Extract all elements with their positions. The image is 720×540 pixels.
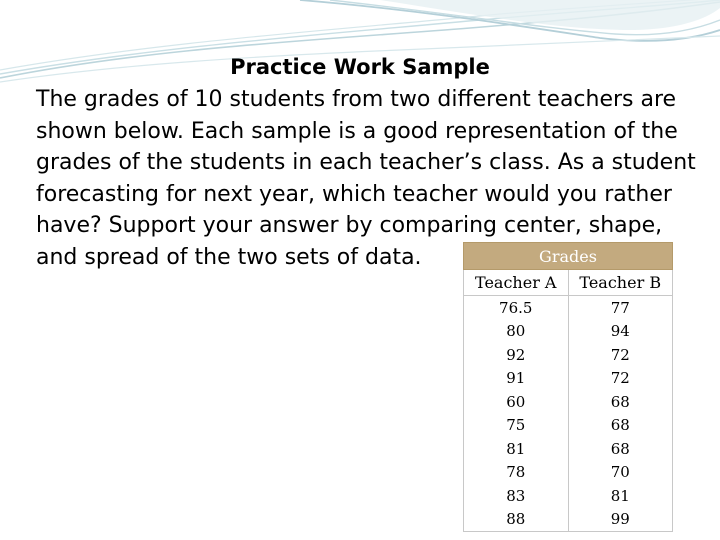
teacher-a-grade: 76.5	[464, 296, 569, 320]
teacher-b-grade: 81	[568, 484, 673, 508]
teacher-b-grade: 68	[568, 390, 673, 414]
table-row	[464, 484, 673, 508]
teacher-a-grade: 75	[464, 414, 569, 438]
grades-table	[463, 242, 673, 532]
teacher-a-grade: 80	[464, 320, 569, 344]
teacher-a-grade: 92	[464, 343, 569, 367]
page-title: Practice Work Sample	[230, 55, 490, 79]
teacher-a-grade: 83	[464, 484, 569, 508]
teacher-a-grade: 60	[464, 390, 569, 414]
table-row	[464, 320, 673, 344]
paragraph-line: shown below. Each sample is a good representation of the	[36, 118, 678, 144]
teacher-a-grade: 78	[464, 461, 569, 485]
teacher-b-grade: 94	[568, 320, 673, 344]
table-row	[464, 414, 673, 438]
table-row	[464, 390, 673, 414]
teacher-a-grade: 88	[464, 508, 569, 532]
teacher-b-grade: 77	[568, 296, 673, 320]
table-row	[464, 367, 673, 391]
paragraph-line: The grades of 10 students from two different teachers are	[36, 87, 677, 112]
teacher-b-grade: 68	[568, 414, 673, 438]
table-row	[464, 343, 673, 367]
table-row	[464, 296, 673, 320]
table-row	[464, 437, 673, 461]
teacher-b-grade: 72	[568, 367, 673, 391]
paragraph-line: and spread of the two sets of data.	[36, 244, 422, 270]
table-row	[464, 461, 673, 485]
teacher-a-grade: 91	[464, 367, 569, 391]
paragraph-line: have? Support your answer by comparing center, shape,	[36, 213, 663, 238]
teacher-b-grade: 70	[568, 461, 673, 485]
paragraph-line: grades of the students in each teacher’s class. As a student	[36, 150, 696, 175]
column-header-teacher-b: Teacher B	[568, 270, 673, 296]
teacher-b-grade: 68	[568, 437, 673, 461]
paragraph-line: forecasting for next year, which teacher would you rather	[36, 181, 672, 207]
table-row	[464, 508, 673, 532]
teacher-b-grade: 72	[568, 343, 673, 367]
table-caption: Grades	[464, 243, 673, 270]
teacher-a-grade: 81	[464, 437, 569, 461]
wave-fill	[380, 0, 720, 30]
column-header-teacher-a: Teacher A	[464, 270, 569, 296]
teacher-b-grade: 99	[568, 508, 673, 532]
